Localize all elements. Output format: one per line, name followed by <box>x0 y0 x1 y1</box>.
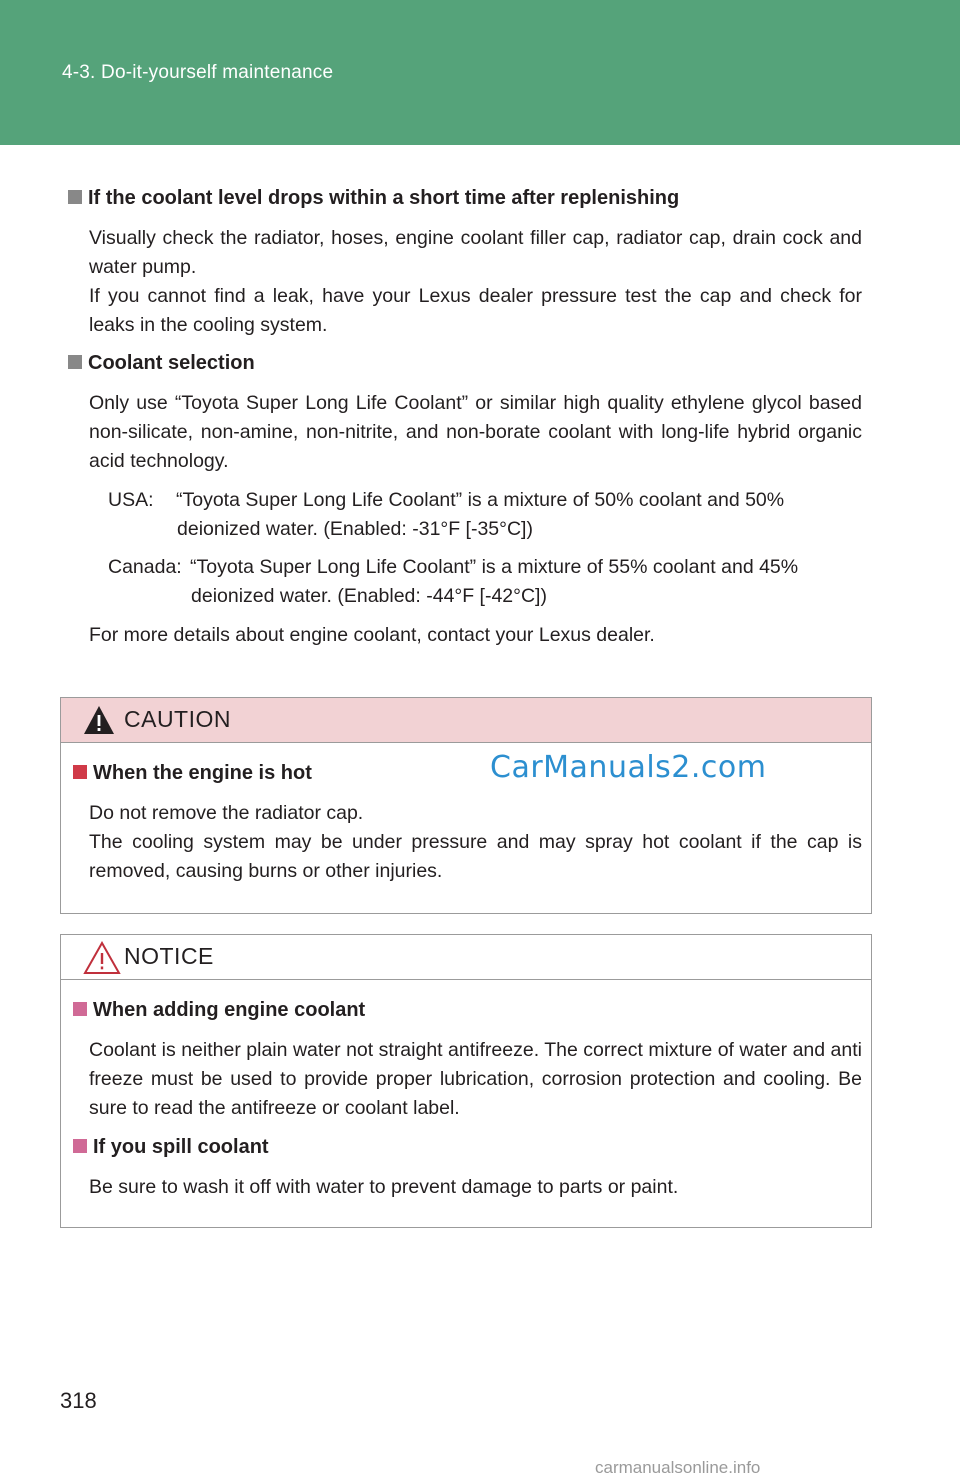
coolant-drop-text: Visually check the radiator, hoses, engine coolant filler cap, radiator cap, drain cock and water pump. If you cannot find a leak, have your Lexus dealer pressure test the cap and check for leaks in the cooling system. <box>89 227 862 336</box>
watermark-logo: CarManuals2.com <box>490 750 767 785</box>
notice-title: NOTICE <box>124 943 214 969</box>
heading-coolant-selection: Coolant selection <box>68 352 255 375</box>
bullet-icon <box>68 355 82 369</box>
caution-header <box>61 698 871 743</box>
heading-coolant-drop: If the coolant level drops within a short time after replenishing <box>68 187 679 210</box>
bullet-icon <box>73 1139 87 1153</box>
coolant-selection-text: Only use “Toyota Super Long Life Coolant” or similar high quality ethylene glycol based non-silicate, non-amine, non-nitrite, and non-borate coolant with long-life hybrid organic acid technology. <box>89 392 862 472</box>
caution-text: Do not remove the radiator cap. The cooling system may be under pressure and may spray hot coolant if the cap is removed, causing burns or other injuries. <box>89 802 862 882</box>
page-number: 318 <box>60 1388 97 1413</box>
notice-text-spill: Be sure to wash it off with water to prevent damage to parts or paint. <box>89 1176 679 1198</box>
coolant-closing-text: For more details about engine coolant, contact your Lexus dealer. <box>89 624 655 646</box>
warning-triangle-icon <box>83 704 115 736</box>
bullet-icon <box>68 190 82 204</box>
page-header <box>0 0 960 145</box>
caution-box <box>60 697 872 914</box>
notice-header <box>61 935 871 980</box>
notice-box <box>60 934 872 1228</box>
notice-text-adding: Coolant is neither plain water not straight antifreeze. The correct mixture of water and anti freeze must be used to provide proper lubrication, corrosion protection and cooling. Be sure to read the antifreeze or coolant label. <box>89 1039 862 1119</box>
warning-outline-icon <box>83 941 121 975</box>
caution-title: CAUTION <box>124 706 231 732</box>
bullet-icon <box>73 1002 87 1016</box>
notice-heading-spill: If you spill coolant <box>73 1136 269 1159</box>
notice-heading-adding: When adding engine coolant <box>73 999 365 1022</box>
bullet-icon <box>73 765 87 779</box>
footer-watermark: carmanualsonline.info <box>595 1458 761 1477</box>
caution-heading: When the engine is hot <box>73 762 312 785</box>
section-title: 4-3. Do-it-yourself maintenance <box>62 62 334 83</box>
